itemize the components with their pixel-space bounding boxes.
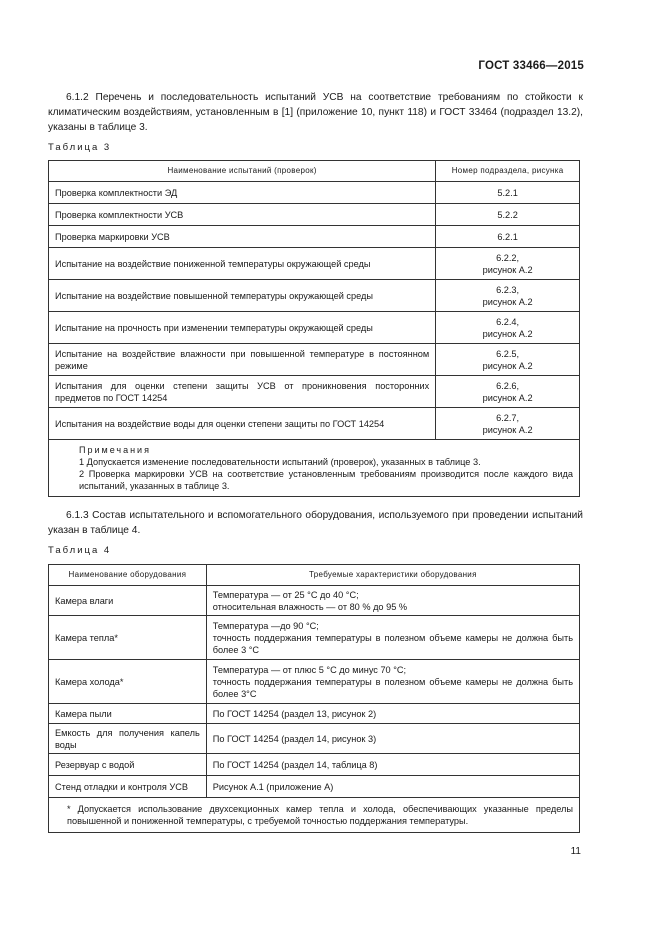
table4-footnote: * Допускается использование двухсекционных камер тепла и холода, обеспечивающих указанные пределы повышенной и пониженной температуры, с требуемой точностью поддержания температуры.: [49, 798, 580, 833]
test-name: Испытание на воздействие влажности при повышенной температуре в постоянном режиме: [49, 344, 436, 376]
section-ref-line1: 6.2.1: [497, 231, 518, 242]
table4-caption: Таблица 4: [48, 545, 112, 556]
equipment-name: Камера пыли: [49, 704, 207, 724]
section-ref-line2: рисунок А.2: [482, 264, 533, 275]
equipment-spec: [206, 754, 579, 776]
equipment-spec: [206, 724, 579, 754]
test-name: Испытание на воздействие пониженной температуры окружающей среды: [49, 248, 436, 280]
section-ref-line1: 6.2.3,: [496, 284, 520, 295]
table3: [48, 160, 580, 497]
equipment-name: Резервуар с водой: [49, 754, 207, 776]
table-row: [49, 376, 580, 408]
equipment-name: Камера холода*: [49, 660, 207, 704]
table3-col2-header: Номер подраздела, рисунка: [436, 161, 580, 182]
section-ref-line1: 6.2.5,: [496, 348, 520, 359]
paragraph-6-1-3-text: 6.1.3 Состав испытательного и вспомогательного оборудования, используемого при проведении испытаний указан в таблице 4.: [48, 510, 583, 536]
paragraph-6-1-2: [48, 90, 583, 135]
spec-line2: относительная влажность — от 80 % до 95 %: [212, 601, 408, 612]
spec-line2: точность поддержания температуры в полезном объеме камеры не должна быть более 3°С: [212, 676, 573, 699]
test-name: Испытания для оценки степени защиты УСВ от проникновения посторонних предметов по ГОСТ 14254: [49, 376, 436, 408]
equipment-spec: [206, 776, 579, 798]
section-ref-line1: 6.2.2,: [496, 252, 520, 263]
section-ref-line2: рисунок А.2: [482, 328, 533, 339]
section-ref-line2: рисунок А.2: [482, 360, 533, 371]
test-name: Испытание на прочность при изменении температуры окружающей среды: [49, 312, 436, 344]
section-ref-line1: 5.2.2: [497, 209, 518, 220]
paragraph-6-1-3: [48, 508, 583, 538]
test-name: Проверка комплектности УСВ: [49, 204, 436, 226]
section-ref: [436, 226, 580, 248]
section-ref-line1: 6.2.4,: [496, 316, 520, 327]
section-ref: [436, 204, 580, 226]
equipment-name: Емкость для получения капель воды: [49, 724, 207, 754]
table-row: [49, 754, 580, 776]
test-name: Испытания на воздействие воды для оценки степени защиты по ГОСТ 14254: [49, 408, 436, 440]
equipment-spec: [206, 704, 579, 724]
section-ref-line2: рисунок А.2: [482, 424, 533, 435]
note-2: 2 Проверка маркировки УСВ на соответствие установленным требованиям производится после каждого вида испытаний, указанных в таблице 3.: [79, 469, 573, 491]
spec-line1: По ГОСТ 14254 (раздел 14, таблица 8): [212, 759, 378, 770]
table-row: [49, 248, 580, 280]
note-1: 1 Допускается изменение последовательности испытаний (проверок), указанных в таблице 3.: [79, 457, 481, 467]
test-name: Испытание на воздействие повышенной температуры окружающей среды: [49, 280, 436, 312]
table-row: [49, 344, 580, 376]
section-ref: [436, 248, 580, 280]
equipment-name: Камера влаги: [49, 586, 207, 616]
test-name: Проверка комплектности ЭД: [49, 182, 436, 204]
table4-col2-header: Требуемые характеристики оборудования: [206, 565, 579, 586]
section-ref: [436, 280, 580, 312]
table-row: [49, 776, 580, 798]
table-row: [49, 704, 580, 724]
spec-line1: Температура — от плюс 5 °С до минус 70 °С;: [212, 664, 407, 675]
spec-line1: Температура —до 90 °С;: [212, 620, 319, 631]
section-ref-line1: 6.2.7,: [496, 412, 520, 423]
page-number: 11: [570, 846, 581, 857]
table4-footnote-row: [49, 798, 580, 833]
paragraph-6-1-2-text: 6.1.2 Перечень и последовательность испытаний УСВ на соответствие требованиям по стойкости к климатическим воздействиям, установленным в [1] (приложение 10, пункт 118) и ГОСТ 33464 (подраздел 13.2), указаны в таблице 3.: [48, 92, 583, 133]
table3-notes-row: [49, 440, 580, 497]
table-row: [49, 226, 580, 248]
table-row: [49, 660, 580, 704]
equipment-spec: [206, 660, 579, 704]
section-ref: [436, 376, 580, 408]
table3-caption: Таблица 3: [48, 142, 112, 153]
section-ref-line2: рисунок А.2: [482, 296, 533, 307]
section-ref-line1: 5.2.1: [497, 187, 518, 198]
table3-header-row: [49, 161, 580, 182]
table4: [48, 564, 580, 833]
table-row: [49, 616, 580, 660]
table3-notes: [49, 440, 580, 497]
section-ref-line2: рисунок А.2: [482, 392, 533, 403]
spec-line1: Рисунок А.1 (приложение А): [212, 781, 334, 792]
equipment-spec: [206, 586, 579, 616]
equipment-spec: [206, 616, 579, 660]
test-name: Проверка маркировки УСВ: [49, 226, 436, 248]
table-row: [49, 204, 580, 226]
table-row: [49, 182, 580, 204]
table-row: [49, 586, 580, 616]
section-ref: [436, 408, 580, 440]
document-id: ГОСТ 33466—2015: [478, 60, 584, 72]
section-ref: [436, 344, 580, 376]
spec-line2: точность поддержания температуры в полезном объеме камеры не должна быть более 3 °С: [212, 632, 573, 655]
section-ref-line1: 6.2.6,: [496, 380, 520, 391]
table-row: [49, 408, 580, 440]
table4-col1-header: Наименование оборудования: [49, 565, 207, 586]
table-row: [49, 280, 580, 312]
spec-line1: По ГОСТ 14254 (раздел 14, рисунок 3): [212, 733, 377, 744]
equipment-name: Камера тепла*: [49, 616, 207, 660]
equipment-name: Стенд отладки и контроля УСВ: [49, 776, 207, 798]
spec-line1: Температура — от 25 °С до 40 °С;: [212, 589, 359, 600]
table3-col1-header: Наименование испытаний (проверок): [49, 161, 436, 182]
table-row: [49, 312, 580, 344]
table4-header-row: [49, 565, 580, 586]
spec-line1: По ГОСТ 14254 (раздел 13, рисунок 2): [212, 708, 377, 719]
section-ref: [436, 312, 580, 344]
notes-title: Примечания: [79, 445, 151, 455]
table-row: [49, 724, 580, 754]
section-ref: [436, 182, 580, 204]
